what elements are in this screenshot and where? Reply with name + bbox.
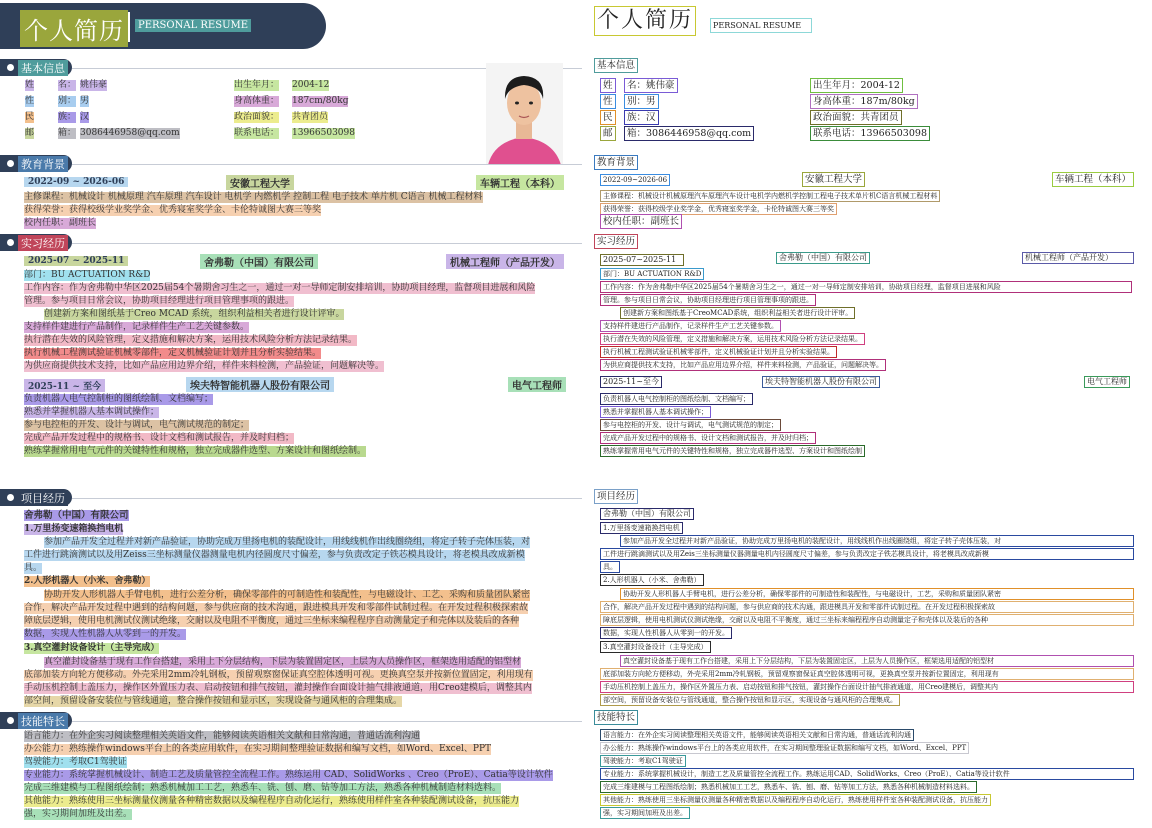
r-p1-line-2: 工件进行跳滴测试以及用Zeis三坐标测量仪器测量电机内径圆度尺寸偏差，参与负责改定子铁芯模具设计，将老模具改成新模 [600,548,1134,560]
phone-label: 联系电话： [234,128,280,138]
edu-major: 车辆工程（本科） [476,175,564,190]
r-skill-4: 专业能力：系统掌握机械设计，制造工艺及质量管控全流程工作。熟练运用CAD、SolidWorks、Creo（ProE）、Catia等设计软件 [600,768,1134,780]
r-w2-company: 埃夫特智能机器人股份有限公司 [762,376,880,388]
r-skill-6: 其他能力：熟练使用三坐标测量仪测量各种精密数据以及编程程序自动化运行，熟练使用样件室各种装配测试设备，抗压能力 [600,794,991,806]
r-edu-awards: 获得荣誉：获得校级学业奖学金，优秀寝室奖学金，卡伦特诚图大赛三等奖 [600,203,837,215]
ethnic-label-2: 族： [58,112,77,122]
project1-line-3: 具。 [24,563,43,573]
r-p3-line-3: 手动压机控制上盖压力，操作区外置压力表、启动按钮和排气按钮，灌封操作台面设计抽气排液通道，用Creo建模后，调整其内 [600,681,1134,693]
r-p-company: 舍弗勒（中国）有限公司 [600,508,694,520]
politic-value: 共青团员 [292,112,329,122]
edu-duty: 校内任职：副班长 [24,218,97,228]
r-w1-line-5: 执行潜在失效的风险管理，定义措施和解决方案，运用技术风险分析方法记录结果。 [600,333,865,345]
work1-line-4: 支持样件建进行产品制作，记录样件生产工艺关键参数。 [24,322,250,332]
r-ethnic-l2: 族：汉 [624,110,659,125]
r-p1-line-3: 具。 [600,561,620,573]
section-edu-title: 教育背景 [18,156,68,172]
bullet-dot-icon [7,239,14,246]
r-section-skill: 技能特长 [594,710,638,725]
project3-title: 3.真空灌封设备设计（主导完成） [24,643,160,653]
resume-subtitle: PERSONAL RESUME [135,19,251,32]
section-work-title: 实习经历 [18,235,68,251]
email-value: 3086446958@qq.com [80,128,180,138]
work2-company: 埃夫特智能机器人股份有限公司 [186,377,334,392]
bullet-dot-icon [7,494,14,501]
r-w1-line-2: 管理。参与项目日常会议，协助项目经理进行项目管理事项的跟进。 [600,294,816,306]
r-birth: 出生年月：2004-12 [810,78,903,93]
skill-line-2: 办公能力：熟练操作windows平台上的各类应用软件，在实习期间整理验证数据和编写文档，如Word、Excel、PPT [24,744,492,754]
project1-line-1: 参加产品开发全过程并对新产品验证，协助完成万里扬电机的装配设计，用线线机作出线圈绕组，将定子转子壳体压装，对 [44,537,531,547]
gender-value: 男 [80,96,90,106]
r-p2-line-4: 数据，实现人性机器人从零到一的开发。 [600,627,732,639]
skill-line-1: 语言能力：在外企实习阅读整理相关英语文件，能够阅读英语相关文献和日常沟通，普通话流利沟通 [24,731,421,741]
work1-line-1: 工作内容：作为舍弗勒中华区2025届54个暑期舍习生之一，通过一对一导师定制安排培训，协助项目经理，监督项目进展和风险 [24,283,536,293]
r-w2-line-1: 负责机器人电气控制柜的图纸绘制、文档编写； [600,393,753,405]
r-p2-line-1: 协助开发人形机器人手臂电机，进行公差分析，确保零部件的可制造性和装配性，与电磁设计，工艺，采购和质量团队紧密 [620,588,1134,600]
height-weight-value: 187cm/80kg [292,96,349,106]
r-skill-7: 强，实习期间加班及出差。 [600,807,690,819]
work1-date: 2025-07 ~ 2025-11 [24,256,128,266]
work2-line-2: 熟悉并掌握机器人基本调试操作； [24,407,160,417]
work2-date: 2025-11 ~ 至今 [24,379,105,392]
section-edu [0,155,72,172]
project2-line-1: 协助开发人形机器人手臂电机，进行公差分析，确保零部件的可制造性和装配性，与电磁设计、工艺、采购和质量团队紧密 [44,590,531,600]
edu-courses: 主修课程：机械设计 机械原理 汽车原理 汽车设计 电机学 内燃机学 控制工程 电子技术 单片机 C语言 机械工程材料 [24,192,483,202]
r-section-project: 项目经历 [594,489,638,504]
resume-annotated [592,0,1152,828]
r-title: 个人简历 [594,6,696,36]
height-weight-label: 身高体重： [234,96,280,106]
resume-title: 个人简历 [20,10,128,47]
r-p3-title: 3.真空灌封设备设计（主导完成） [600,641,711,653]
r-name-l2: 名：姚伟豪 [624,78,678,93]
edu-school: 安徽工程大学 [226,175,294,190]
work2-line-1: 负责机器人电气控制柜的图纸绘制、文档编写； [24,394,214,404]
project3-line-3: 手动压机控制上盖压力，操作区外置压力表、启动按钮和排气按钮，灌封操作台面设计抽气排液通道，用Creo建模后，调整其内 [24,683,532,693]
project2-line-4: 数据，实现人性机器人从零到一的开发。 [24,629,187,639]
r-w2-date: 2025-11~至今 [600,376,662,388]
work2-line-3: 参与电控柜的开发、设计与调试，电气测试规范的制定； [24,420,250,430]
r-skill-1: 语言能力：在外企实习阅读整理相关英语文件，能够阅读英语相关文献和日常沟通，普通话流利沟通 [600,729,914,741]
title-divider [128,12,130,42]
work2-line-5: 熟练掌握常用电气元件的关键特性和规格，独立完成器件选型、方案设计和图纸绘制。 [24,446,367,456]
r-w1-line-1: 工作内容：作为舍弗勒中华区2025届54个暑期舍习生之一，通过一对一导师定制安排培训，协助项目经理，监督项目进展和风险 [600,281,1132,293]
skill-line-3: 驾驶能力：考取C1驾驶证 [24,757,127,767]
r-p3-line-4: 部空间，预留设备安装位与管线通道，整合操作按钮和显示区，实现设备与通风柜的合理集成。 [600,694,900,706]
r-w1-dept: 部门：BU ACTUATION R&D [600,268,704,280]
project1-line-2: 工件进行跳滴测试以及用Zeiss三坐标测量仪器测量电机内径圆度尺寸偏差，参与负责改定子铁芯模具设计，将老模具改成新模 [24,550,525,560]
r-skill-2: 办公能力：熟练操作windows平台上的各类应用软件，在实习期间整理验证数据和编写文档，如Word、Excel、PPT [600,742,969,754]
r-section-work: 实习经历 [594,234,638,249]
skill-line-5: 完成三维建模与工程图纸绘制；熟悉机械加工工艺，熟悉车、铣、刨、磨、钻等加工方法，熟悉各种机械制造材料选料。 [24,783,502,793]
project3-line-1: 真空灌封设备基于现有工作台搭建，采用上下分层结构，下层为装置固定区，上层为人员操作区，框架选用适配的铝型材 [44,657,522,667]
skill-line-4: 专业能力：系统掌握机械设计、制造工艺及质量管控全流程工作。熟练运用 CAD、SolidWorks 、Creo（ProE）、Catia等设计软件 [24,770,553,780]
section-project-title: 项目经历 [18,490,68,506]
r-email-l1: 邮 [600,126,616,141]
project3-line-2: 底部加装方向轮方便移动。外壳采用2mm冷轧钢板，预留观察窗保证真空腔体透明可视。更换真空泵并按新位置固定，利用现有 [24,670,533,680]
r-ethnic-l1: 民 [600,110,616,125]
work1-line-2: 管理。参与项目日常会议，协助项目经理进行项目管理事项的跟进。 [24,296,295,306]
birth-value: 2004-12 [292,80,330,90]
email-label-2: 箱： [58,128,77,138]
r-politic: 政治面貌：共青团员 [810,110,902,125]
project-company: 舍弗勒（中国）有限公司 [24,510,129,521]
r-gender-l2: 别：男 [624,94,659,109]
r-subtitle: PERSONAL RESUME [710,18,812,33]
phone-value: 13966503098 [292,128,355,138]
work2-line-4: 完成产品开发过程中的规格书、设计文档和测试报告，并及时归档； [24,433,295,443]
r-w2-line-5: 熟练掌握常用电气元件的关键特性和规格，独立完成器件选型、方案设计和图纸绘制 [600,445,865,457]
name-label-2: 名： [58,80,77,90]
work1-dept: 部门：BU ACTUATION R&D [24,270,151,280]
r-edu-major: 车辆工程（本科） [1052,172,1134,187]
r-edu-duty: 校内任职：副班长 [600,214,682,229]
r-phone: 联系电话：13966503098 [810,126,930,141]
birth-label: 出生年月： [234,80,280,90]
section-skill [0,712,72,729]
r-w2-line-4: 完成产品开发过程中的规格书、设计文档和测试报告，并及时归档； [600,432,816,444]
profile-photo [486,63,563,165]
r-edu-school: 安徽工程大学 [802,172,865,187]
r-w2-line-3: 参与电控柜的开发、设计与调试，电气测试规范的制定； [600,419,781,431]
r-p2-line-3: 障底层逻辑，使用电机测试仪测试绝缘，交耐以及电阻不平衡度，通过三坐标来编程程序自动测量定子和壳体以及装后的各种 [600,614,1134,626]
project3-line-4: 部空间，预留设备安装位与管线通道，整合操作按钮和显示区，实现设备与通风柜的合理集成。 [24,696,403,706]
r-skill-3: 驾驶能力：考取C1驾驶证 [600,755,686,767]
section-basic-title: 基本信息 [18,60,68,76]
r-p3-line-2: 底部加装方向轮方便移动，外壳采用2mm冷轧钢板，预留观察窗保证真空腔体透明可视，更换真空泵并按新位置固定，利用现有 [600,668,1134,680]
r-w1-date: 2025-07~2025-11 [600,254,684,266]
r-section-basic: 基本信息 [594,58,638,73]
work2-role: 电气工程师 [508,377,566,392]
bullet-dot-icon [7,160,14,167]
r-gender-l1: 性 [600,94,616,109]
work1-role: 机械工程师（产品开发） [446,254,564,269]
section-divider [72,721,582,722]
r-section-edu: 教育背景 [594,155,638,170]
project1-title: 1.万里扬变速箱换挡电机 [24,524,124,534]
email-label: 邮 [25,128,35,138]
r-w2-line-2: 熟悉并掌握机器人基本调试操作； [600,406,711,418]
work1-company: 舍弗勒（中国）有限公司 [200,254,318,269]
ethnic-label: 民 [25,112,35,122]
r-skill-5: 完成三维建模与工程图纸绘制；熟悉机械加工工艺，熟悉车、铣、刨、磨、钻等加工方法，熟悉各种机械制造材料选料。 [600,781,977,793]
section-work [0,234,72,251]
r-edu-courses: 主修课程：机械设计机械原理汽车原理汽车设计电机学内燃机学控制工程电子技术单片机C语言机械工程材料 [600,190,940,202]
section-skill-title: 技能特长 [18,713,68,729]
edu-date: 2022-09 ~ 2026-06 [24,177,128,187]
section-divider [72,498,582,499]
r-w1-role: 机械工程师（产品开发） [1022,252,1134,264]
work1-line-5: 执行潜在失效的风险管理，定义措施和解决方案，运用技术风险分析方法记录结果。 [24,335,358,345]
gender-label: 性 [25,96,35,106]
section-divider [72,243,582,244]
r-w2-role: 电气工程师 [1084,376,1130,388]
name-value: 姚伟豪 [80,80,108,90]
r-email-l2: 箱：3086446958@qq.com [624,126,754,141]
r-w1-company: 舍弗勒（中国）有限公司 [776,252,870,264]
skill-line-7: 强，实习期间加班及出差。 [24,809,133,819]
r-w1-line-6: 执行机械工程测试验证机械零部件，定义机械验证计划并且分析实验结果。 [600,346,837,358]
gender-label-2: 别： [58,96,77,106]
section-basic [0,59,72,76]
politic-label: 政治面貌： [234,112,280,122]
project2-line-3: 障底层逻辑，使用电机测试仪测试绝缘，交耐以及电阻不平衡度，通过三坐标来编程程序自动测量定子和壳体以及装后的各种 [24,616,520,626]
section-divider [72,164,582,165]
r-p2-line-2: 合作，解决产品开发过程中遇到的结构问题，参与供应商的技术沟通，跟进模具开发和零部件试制过程。在开发过程积极探索故 [600,601,1134,613]
r-hw: 身高体重：187m/80kg [810,94,918,109]
r-w1-line-3: 创建新方案和图纸基于CreoMCAD系统，组织利益相关者进行设计评审。 [620,307,855,319]
r-p1-title: 1.万里扬变速箱换挡电机 [600,522,683,534]
r-p2-title: 2.人形机器人（小米、舍弗勒） [600,574,704,586]
r-p3-line-1: 真空灌封设备基于现有工作台搭建，采用上下分层结构，下层为装置固定区，上层为人员操作区，框架选用适配的铝型材 [620,655,1134,667]
r-w1-line-7: 为供应商提供技术支持，比如产品应用边界介绍，样件来料检测，产品验证，问题解决等。 [600,359,886,371]
bullet-dot-icon [7,64,14,71]
work1-line-7: 为供应商提供技术支持，比如产品应用边界介绍，样件来料检测，产品验证，问题解决等。 [24,361,385,371]
work1-line-3: 创建新方案和图纸基于Creo MCAD 系统，组织利益相关者进行设计评审。 [44,309,345,319]
name-label: 姓 [25,80,35,90]
edu-awards: 获得荣誉：获得校级学业奖学金、优秀寝室奖学金、卡伦特诚图大赛三等奖 [24,205,322,215]
skill-line-6: 其他能力：熟练使用三坐标测量仪测量各种精密数据以及编程程序自动化运行，熟练使用样件室各种装配测试设备，抗压能力 [24,796,520,806]
section-project [0,489,72,506]
work1-line-6: 执行机械工程测试验证机械零部件，定义机械验证计划并且分析实验结果。 [24,348,322,358]
bullet-dot-icon [7,717,14,724]
r-w1-line-4: 支持样件建进行产品制作，记录样件生产工艺关键参数。 [600,320,781,332]
r-p1-line-1: 参加产品开发全过程并对新产品验证，协助完成万里扬电机的装配设计，用线线机作出线圈绕组，将定子转子壳体压装，对 [620,535,1134,547]
r-name-l1: 姓 [600,78,616,93]
r-edu-date: 2022-09~2026-06 [600,174,670,186]
project2-line-2: 合作，解决产品开发过程中遇到的结构问题，参与供应商的技术沟通，跟进模具开发和零部件试制过程。在开发过程积极探索故 [24,603,529,613]
project2-title: 2.人形机器人（小米、舍弗勒） [24,576,151,586]
ethnic-value: 汉 [80,112,90,122]
